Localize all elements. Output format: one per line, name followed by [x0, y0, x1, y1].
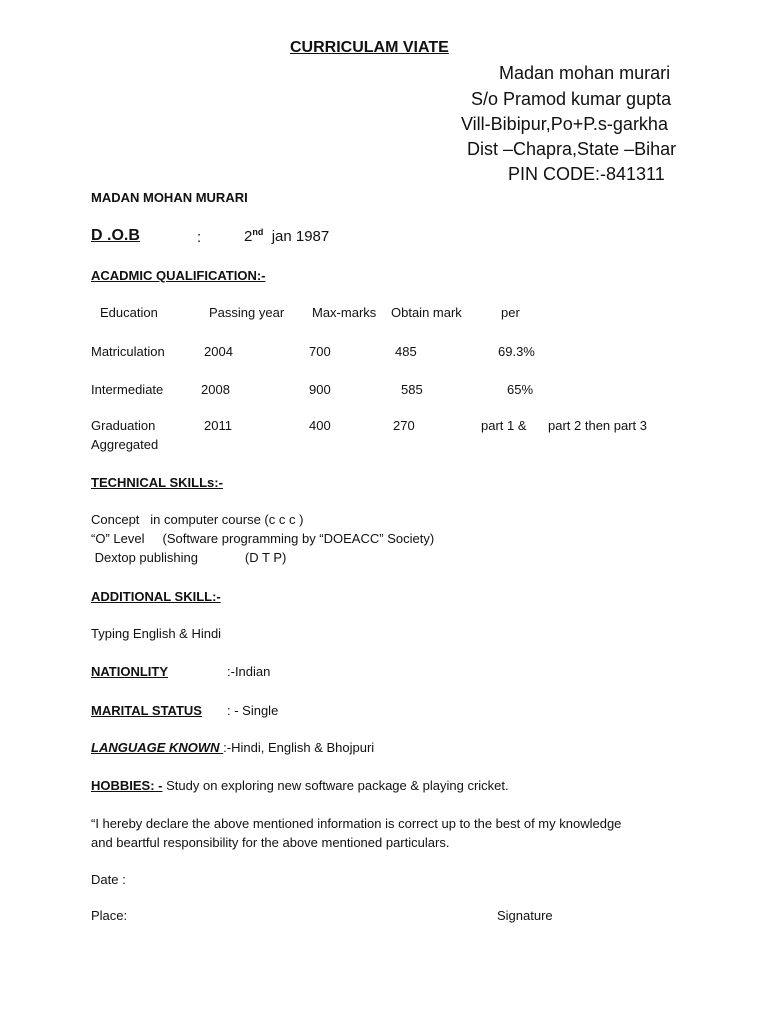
technical-line: Dextop publishing (D T P) [91, 550, 287, 565]
row-per: part 1 & [481, 418, 527, 433]
dob-suffix: nd [252, 227, 264, 237]
row-max: 400 [309, 418, 331, 433]
row-education: Graduation [91, 418, 156, 433]
hobbies-value: Study on exploring new software package & playing cricket. [162, 778, 509, 793]
row-year: 2004 [204, 344, 233, 359]
address-name: Madan mohan murari [499, 63, 671, 83]
marital-value: : - Single [227, 703, 279, 718]
language-value: :-Hindi, English & Bhojpuri [223, 740, 375, 755]
language-label: LANGUAGE KNOWN [91, 740, 224, 755]
col-header-max-marks: Max-marks [312, 305, 377, 320]
declaration-line: and beartful responsibility for the above mentioned particulars. [91, 835, 450, 850]
signature-label: Signature [497, 908, 553, 923]
row-obtain: 270 [393, 418, 415, 433]
additional-heading: ADDITIONAL SKILL:- [91, 589, 221, 604]
declaration-line: “I hereby declare the above mentioned information is correct up to the best of my knowledge [91, 816, 622, 831]
nationality-label: NATIONLITY [91, 664, 169, 679]
address-father: S/o Pramod kumar gupta [471, 89, 672, 109]
nationality-value: :-Indian [227, 664, 271, 679]
row-obtain: 585 [401, 382, 423, 397]
additional-text: Typing English & Hindi [91, 626, 222, 641]
technical-line: “O” Level (Software programming by “DOEACC” Society) [91, 531, 435, 546]
address-pin: PIN CODE:-841311 [508, 164, 665, 184]
address-village: Vill-Bibipur,Po+P.s-garkha [461, 114, 668, 134]
language-row [91, 740, 374, 755]
row-education: Matriculation [91, 344, 165, 359]
dob-colon: : [197, 229, 202, 246]
technical-heading: TECHNICAL SKILLs:- [91, 475, 223, 490]
date-label: Date : [91, 872, 126, 887]
place-label: Place: [91, 908, 128, 923]
dob-day: 2 [244, 228, 253, 245]
row-obtain: 485 [395, 344, 417, 359]
dob-rest: jan 1987 [271, 228, 330, 245]
name-heading: MADAN MOHAN MURARI [91, 190, 248, 205]
academic-heading: ACADMIC QUALIFICATION:- [91, 268, 266, 283]
row-year: 2011 [204, 418, 232, 433]
row-year: 2008 [201, 382, 230, 397]
technical-line: Concept in computer course (c c c ) [91, 512, 304, 527]
row-max: 900 [309, 382, 331, 397]
row-education-continued: Aggregated [91, 437, 159, 452]
row-per: 69.3% [498, 344, 535, 359]
col-header-education: Education [100, 305, 158, 320]
dob-label: D .O.B [91, 227, 140, 244]
address-district: Dist –Chapra,State –Bihar [467, 139, 677, 159]
dob-value [244, 228, 329, 245]
col-header-passing-year: Passing year [209, 305, 285, 320]
col-header-per: per [501, 305, 520, 320]
row-education: Intermediate [91, 382, 164, 397]
col-header-obtain-mark: Obtain mark [391, 305, 462, 320]
hobbies-label: HOBBIES: - [91, 778, 163, 793]
row-max: 700 [309, 344, 331, 359]
row-per: 65% [507, 382, 534, 397]
document-title: CURRICULAM VIATE [290, 39, 449, 56]
marital-label: MARITAL STATUS [91, 703, 202, 718]
row-per-extra: part 2 then part 3 [548, 418, 648, 433]
hobbies-row [91, 778, 509, 793]
